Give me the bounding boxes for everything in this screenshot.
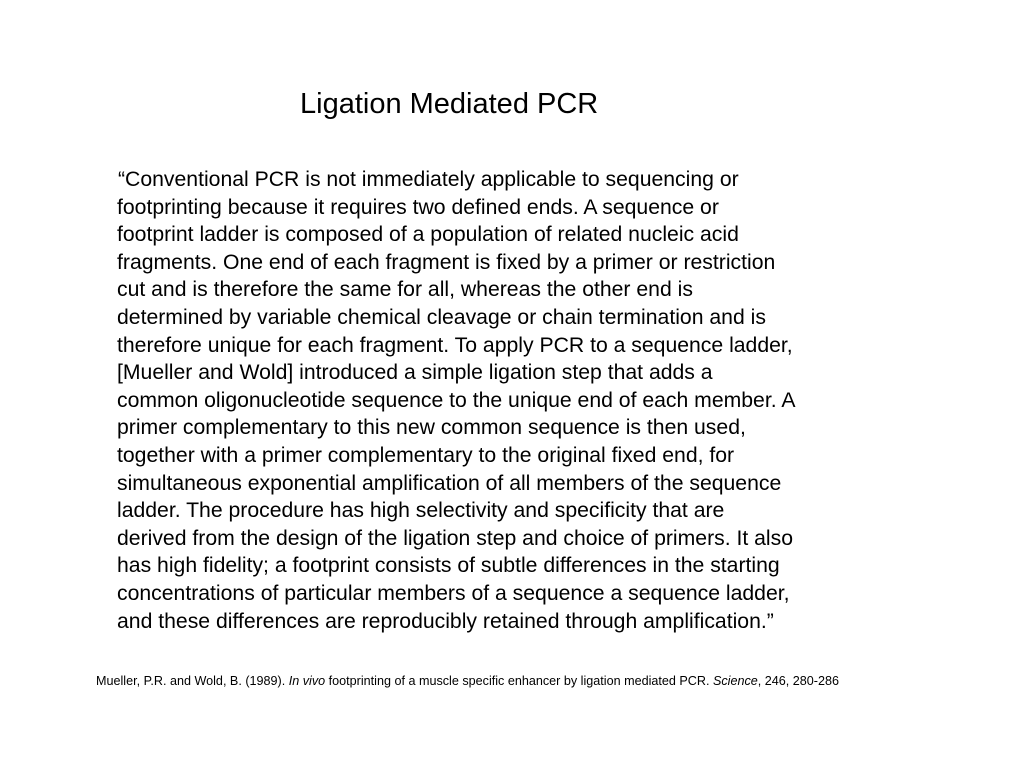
quote-line: cut and is therefore the same for all, whereas the other end is bbox=[117, 278, 693, 302]
citation-authors: Mueller, P.R. and Wold, B. (1989). bbox=[96, 674, 289, 688]
quote-line: ladder. The procedure has high selectivity and specificity that are bbox=[117, 499, 725, 523]
quote-line: footprint ladder is composed of a population of related nucleic acid bbox=[117, 223, 739, 247]
quote-line: primer complementary to this new common sequence is then used, bbox=[117, 416, 746, 440]
quote-line: fragments. One end of each fragment is fixed by a primer or restriction bbox=[117, 250, 776, 274]
citation bbox=[96, 672, 839, 690]
quote-line: and these differences are reproducibly retained through amplification.” bbox=[117, 609, 774, 633]
quote-line: simultaneous exponential amplification of all members of the sequence bbox=[117, 471, 782, 495]
quote-line: footprinting because it requires two defined ends. A sequence or bbox=[117, 195, 719, 219]
citation-volume-pages: , 246, 280-286 bbox=[757, 674, 840, 688]
slide-title: Ligation Mediated PCR bbox=[300, 88, 599, 120]
quote-line: therefore unique for each fragment. To apply PCR to a sequence ladder, bbox=[117, 333, 793, 357]
quote-line: determined by variable chemical cleavage or chain termination and is bbox=[117, 305, 766, 329]
quote-line: concentrations of particular members of a sequence a sequence ladder, bbox=[117, 581, 790, 605]
quote-line: derived from the design of the ligation step and choice of primers. It also bbox=[117, 526, 794, 550]
quote-block bbox=[117, 166, 947, 635]
quote-line: has high fidelity; a footprint consists of subtle differences in the starting bbox=[117, 554, 780, 578]
quote-line: “Conventional PCR is not immediately applicable to sequencing or bbox=[118, 168, 739, 191]
citation-title: footprinting of a muscle specific enhancer by ligation mediated PCR. bbox=[325, 674, 713, 688]
quote-line: together with a primer complementary to the original fixed end, for bbox=[117, 443, 735, 467]
quote-line: common oligonucleotide sequence to the unique end of each member. A bbox=[117, 388, 796, 412]
citation-italic-in-vivo: In vivo bbox=[288, 674, 326, 688]
citation-journal: Science bbox=[712, 674, 758, 688]
quote-line: [Mueller and Wold] introduced a simple ligation step that adds a bbox=[117, 361, 713, 385]
